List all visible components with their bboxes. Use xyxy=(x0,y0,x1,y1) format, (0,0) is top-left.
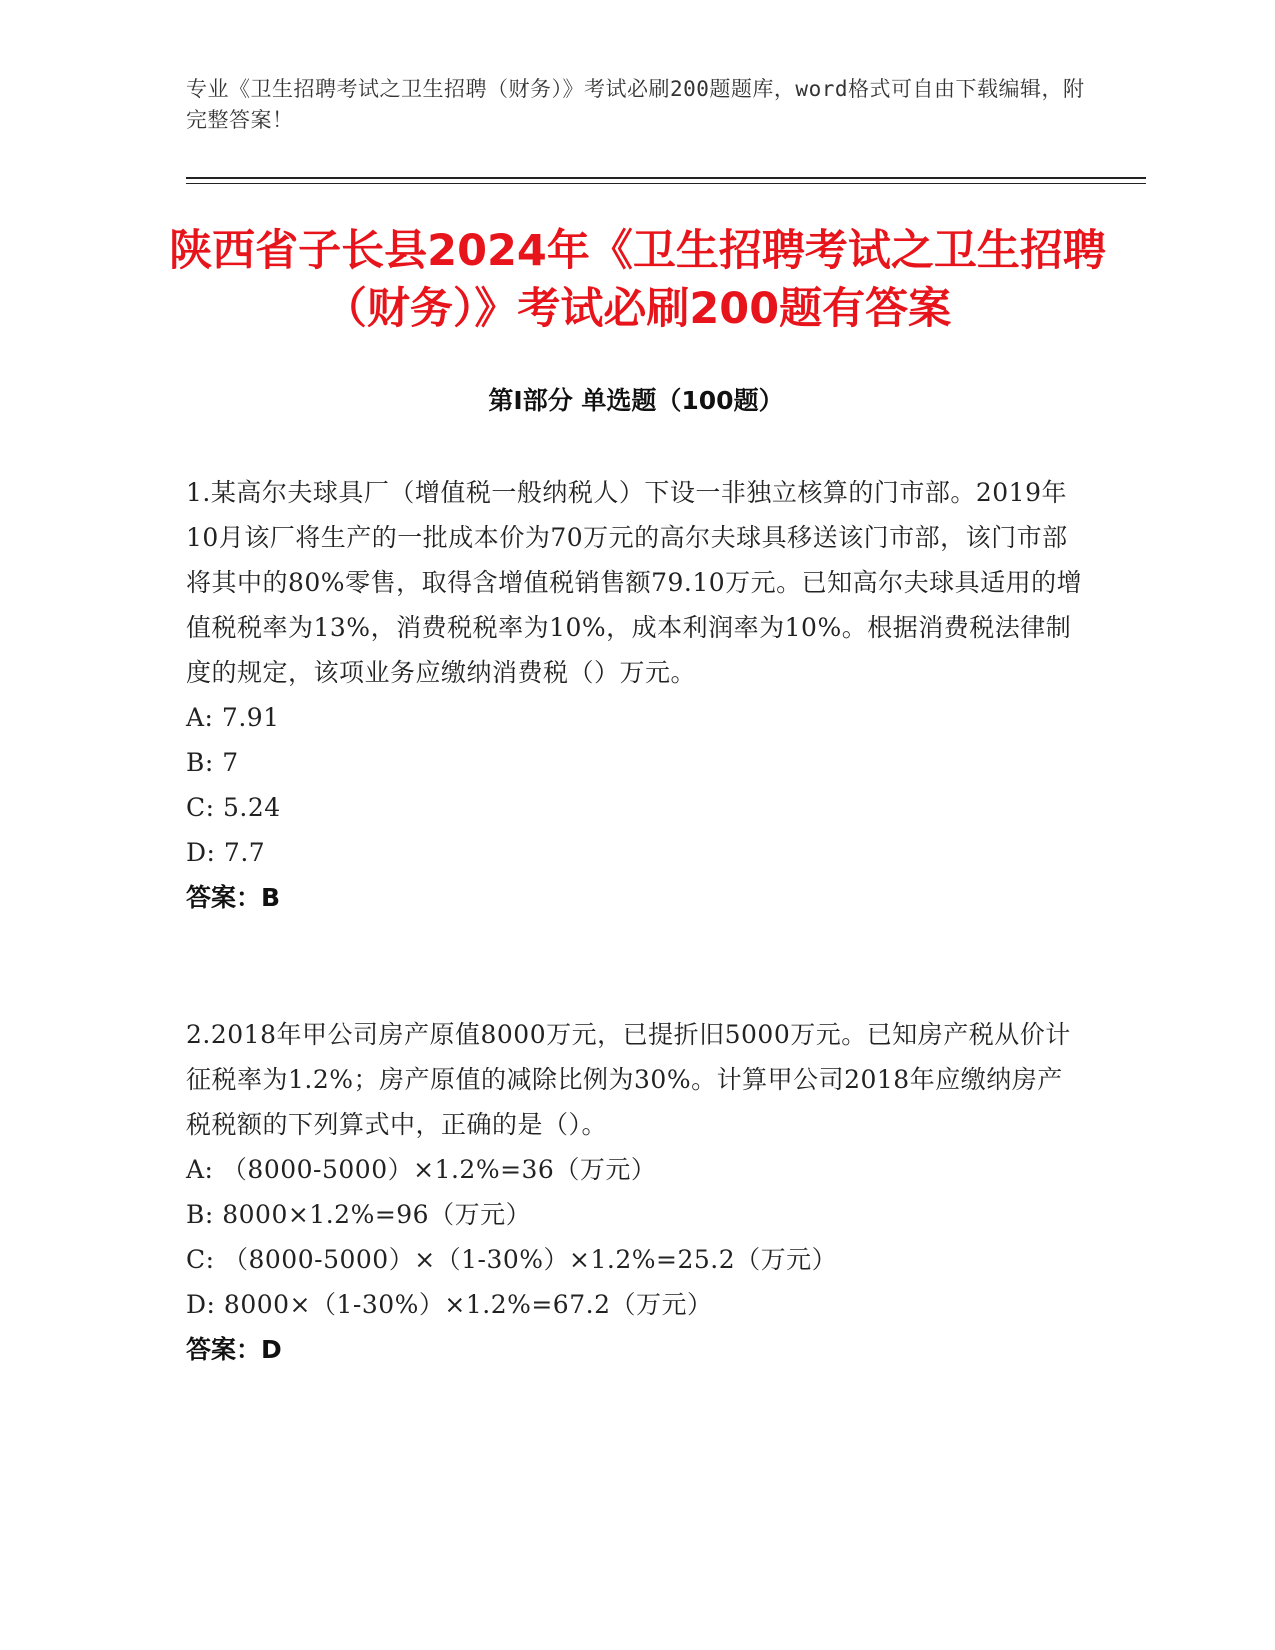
header-rule-thick xyxy=(186,177,1146,179)
question-stem: 1.某高尔夫球具厂（增值税一般纳税人）下设一非独立核算的门市部。2019年10月该厂将生产的一批成本价为70万元的高尔夫球具移送该门市部，该门市部将其中的80%零售，取得含增值税销售额79.10万元。已知高尔夫球具适用的增值税税率为13%，消费税税率为10%，成本利润率为10%。根据消费税法律制度的规定，该项业务应缴纳消费税（）万元。 xyxy=(186,478,1083,687)
header-note: 专业《卫生招聘考试之卫生招聘（财务）》考试必刷200题题库，word格式可自由下载编辑，附完整答案！ xyxy=(186,77,1085,132)
answer: 答案：B xyxy=(186,883,281,912)
option-b: B: 8000×1.2%=96（万元） xyxy=(186,1200,532,1229)
question-2 xyxy=(186,1012,1086,1372)
answer: 答案：D xyxy=(186,1335,282,1364)
option-d: D: 7.7 xyxy=(186,838,266,867)
option-b: B: 7 xyxy=(186,748,239,777)
header-rule-thin xyxy=(186,183,1146,184)
document-title: 陕西省子长县2024年《卫生招聘考试之卫生招聘（财务）》考试必刷200题有答案 xyxy=(169,226,1106,334)
option-c: C: 5.24 xyxy=(186,793,281,822)
option-d: D: 8000×（1-30%）×1.2%=67.2（万元） xyxy=(186,1290,713,1319)
option-a: A: 7.91 xyxy=(186,703,280,732)
option-c: C: （8000-5000）×（1-30%）×1.2%=25.2（万元） xyxy=(186,1245,838,1274)
question-stem: 2.2018年甲公司房产原值8000万元，已提折旧5000万元。已知房产税从价计征税率为1.2%；房产原值的减除比例为30%。计算甲公司2018年应缴纳房产税税额的下列算式中，正确的是（）。 xyxy=(186,1020,1071,1139)
option-a: A: （8000-5000）×1.2%=36（万元） xyxy=(186,1155,657,1184)
section-title: 第Ⅰ部分 单选题（100题） xyxy=(488,386,784,415)
question-1 xyxy=(186,470,1086,920)
